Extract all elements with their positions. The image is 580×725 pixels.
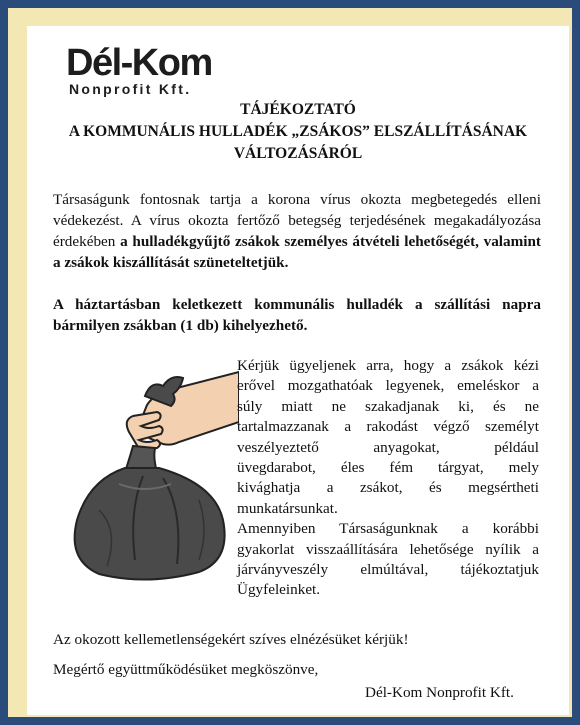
thanks-text: Megértő együttműködésüket megköszönve,: [53, 661, 319, 678]
bold-notice-paragraph: A háztartásban keletkezett kommunális hulladék a szállítási napra bármilyen zsákban (1 db) kihelyezhető.: [53, 296, 541, 334]
side-line: erővel mozgathatóak legyenek, emeléskor a: [237, 377, 539, 395]
side-line: üvegdarabot, éles fém tárgyat, mely: [237, 459, 539, 477]
notice-title: [27, 99, 569, 165]
side-line: Amennyiben Társaságunknak a korábbi: [237, 520, 539, 538]
notice-paper: [27, 26, 569, 715]
side-line: súly miatt ne szakadjanak ki, és ne: [237, 397, 539, 415]
side-line: munkatársunkat.: [237, 499, 338, 517]
title-line-2: A KOMMUNÁLIS HULLADÉK „ZSÁKOS” ELSZÁLLÍTÁSÁNAK: [68, 123, 528, 140]
side-line: járványveszély elmúltával, tájékoztatjuk: [237, 561, 539, 579]
side-line: Ügyfeleinket.: [237, 581, 321, 599]
company-logo-subtitle: Nonprofit Kft.: [69, 81, 192, 97]
title-line-1: TÁJÉKOZTATÓ: [240, 101, 356, 118]
apology-text: Az okozott kellemetlenségekért szíves elnézésüket kérjük!: [53, 631, 409, 648]
side-paragraph: [237, 356, 539, 601]
side-line: Kérjük ügyeljenek arra, hogy a zsákok kézi: [237, 357, 539, 374]
side-line: kivághatja a zsákot, és megsértheti: [237, 479, 539, 497]
intro-paragraph: [53, 189, 541, 273]
side-line: tartalmazzanak a rakodást végző személyt: [237, 418, 539, 436]
outer-frame: [8, 8, 572, 717]
intro-bold-text: a hulladékgyűjtő zsákok személyes átvételi lehetőségét, valamint a zsákok kiszállítását szüneteltetjük.: [53, 233, 541, 271]
hand-holding-trash-bag-icon: [59, 360, 239, 582]
side-line: veszélyeztető anyagokat, például: [237, 438, 539, 456]
signature: Dél-Kom Nonprofit Kft.: [365, 684, 514, 701]
intro-text: Társaságunk fontosnak tartja a korona vírus okozta megbetegedés elleni védekezést. A vírus okozta fertőző betegség terjedésének megakadályozása érdekében: [53, 191, 541, 250]
side-line: gyakorlat visszaállítására lehetősége nyílik a: [237, 540, 539, 558]
company-logo: Dél-Kom: [66, 42, 212, 84]
title-line-3: VÁLTOZÁSÁRÓL: [233, 145, 363, 162]
